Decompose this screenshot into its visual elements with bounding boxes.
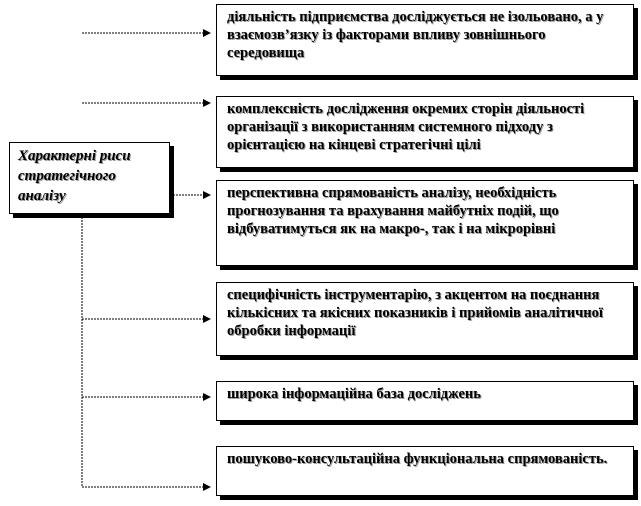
feature-box-3 <box>216 180 634 266</box>
main-topic-label: Характерні риси стратегічного аналізу <box>18 148 131 204</box>
feature-text-1: діяльність підприємства досліджується не ізольовано, а у взаємозв’язку із факторами впливу зовнішнього середовища <box>227 9 604 61</box>
feature-box-4 <box>216 282 634 356</box>
feature-text-2: комплексність дослідження окремих сторін діяльності організації з використанням системного підходу з орієнтацією на кінцеві стратегічні цілі <box>227 101 585 153</box>
feature-box-6 <box>216 446 634 496</box>
feature-box-1 <box>216 4 634 76</box>
feature-box-5 <box>216 381 634 421</box>
feature-text-3: перспективна спрямованість аналізу, необхідність прогнозування та врахування майбутніх подій, що відбуватимуться як на макро-, так і на мікрорівні <box>227 185 559 237</box>
feature-box-2 <box>216 96 634 168</box>
feature-text-6: пошуково-консультаційна функціональна спрямованість. <box>227 451 608 467</box>
feature-text-4: специфічність інструментарію, з акцентом на поєднання кількісних та якісних показників і прийомів аналітичної обробки інформації <box>227 287 603 339</box>
feature-text-5: широка інформаційна база досліджень <box>227 386 481 402</box>
main-topic-box <box>9 142 170 214</box>
